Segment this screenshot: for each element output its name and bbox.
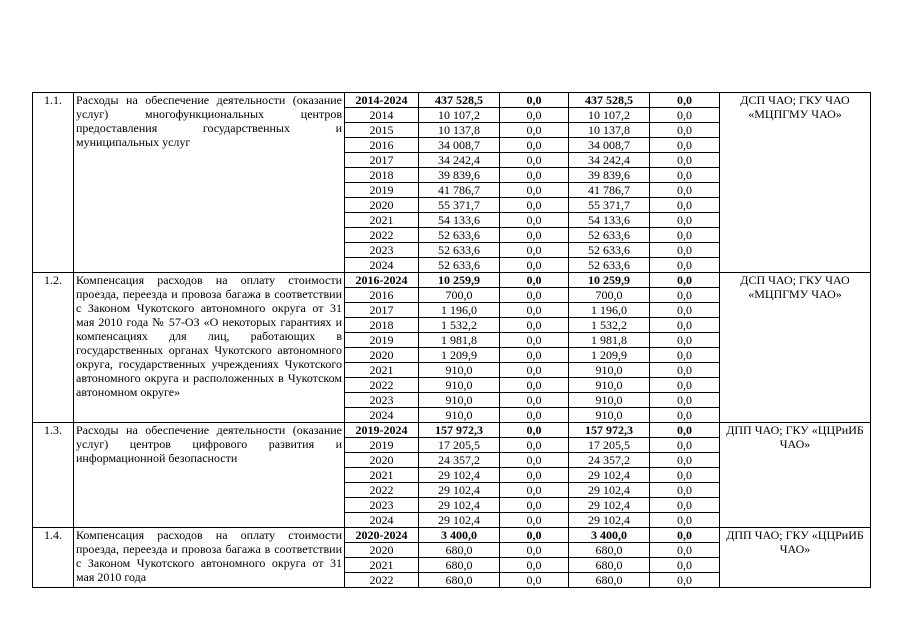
cell-other: 0,0 xyxy=(650,288,720,303)
cell-fed: 0,0 xyxy=(500,453,569,468)
cell-period: 2023 xyxy=(345,498,419,513)
cell-district: 52 633,6 xyxy=(569,258,650,273)
cell-total: 680,0 xyxy=(419,543,500,558)
cell-fed: 0,0 xyxy=(500,333,569,348)
cell-fed: 0,0 xyxy=(500,153,569,168)
cell-district: 1 209,9 xyxy=(569,348,650,363)
cell-total: 910,0 xyxy=(419,378,500,393)
cell-other: 0,0 xyxy=(650,498,720,513)
cell-fed: 0,0 xyxy=(500,558,569,573)
cell-other: 0,0 xyxy=(650,168,720,183)
cell-period: 2020 xyxy=(345,543,419,558)
cell-other: 0,0 xyxy=(650,528,720,543)
cell-period: 2016 xyxy=(345,138,419,153)
cell-total: 680,0 xyxy=(419,573,500,588)
cell-total: 34 008,7 xyxy=(419,138,500,153)
cell-fed: 0,0 xyxy=(500,363,569,378)
cell-fed: 0,0 xyxy=(500,513,569,528)
cell-total: 52 633,6 xyxy=(419,258,500,273)
cell-period: 2022 xyxy=(345,573,419,588)
cell-district: 910,0 xyxy=(569,378,650,393)
item-number: 1.1. xyxy=(33,93,74,273)
cell-fed: 0,0 xyxy=(500,468,569,483)
cell-district: 24 357,2 xyxy=(569,453,650,468)
cell-other: 0,0 xyxy=(650,483,720,498)
item-number: 1.4. xyxy=(33,528,74,588)
cell-other: 0,0 xyxy=(650,453,720,468)
cell-period: 2024 xyxy=(345,258,419,273)
cell-period: 2019 xyxy=(345,183,419,198)
cell-fed: 0,0 xyxy=(500,348,569,363)
cell-other: 0,0 xyxy=(650,153,720,168)
cell-total: 39 839,6 xyxy=(419,168,500,183)
cell-total: 24 357,2 xyxy=(419,453,500,468)
cell-total: 910,0 xyxy=(419,393,500,408)
table-row xyxy=(33,423,871,438)
cell-other: 0,0 xyxy=(650,438,720,453)
cell-fed: 0,0 xyxy=(500,573,569,588)
cell-total: 680,0 xyxy=(419,558,500,573)
cell-district: 680,0 xyxy=(569,543,650,558)
cell-other: 0,0 xyxy=(650,408,720,423)
cell-other: 0,0 xyxy=(650,198,720,213)
cell-other: 0,0 xyxy=(650,273,720,288)
cell-total: 55 371,7 xyxy=(419,198,500,213)
cell-period: 2014 xyxy=(345,108,419,123)
cell-total: 910,0 xyxy=(419,363,500,378)
cell-district: 1 532,2 xyxy=(569,318,650,333)
cell-other: 0,0 xyxy=(650,513,720,528)
item-description: Компенсация расходов на оплату стоимости проезда, переезда и провоза багажа в соответствии с Законом Чукотского автономного округа от 31 мая 2010 года xyxy=(74,528,345,588)
cell-district: 17 205,5 xyxy=(569,438,650,453)
cell-other: 0,0 xyxy=(650,213,720,228)
cell-period: 2022 xyxy=(345,378,419,393)
cell-fed: 0,0 xyxy=(500,288,569,303)
cell-other: 0,0 xyxy=(650,423,720,438)
cell-other: 0,0 xyxy=(650,108,720,123)
cell-district: 910,0 xyxy=(569,408,650,423)
cell-district: 910,0 xyxy=(569,393,650,408)
item-executor: ДСП ЧАО; ГКУ ЧАО «МЦПГМУ ЧАО» xyxy=(720,93,871,273)
table-row xyxy=(33,528,871,543)
cell-total: 1 196,0 xyxy=(419,303,500,318)
cell-total: 41 786,7 xyxy=(419,183,500,198)
cell-other: 0,0 xyxy=(650,123,720,138)
item-executor: ДСП ЧАО; ГКУ ЧАО «МЦПГМУ ЧАО» xyxy=(720,273,871,423)
cell-fed: 0,0 xyxy=(500,108,569,123)
cell-period: 2019-2024 xyxy=(345,423,419,438)
cell-district: 680,0 xyxy=(569,558,650,573)
cell-total: 910,0 xyxy=(419,408,500,423)
cell-other: 0,0 xyxy=(650,378,720,393)
cell-total: 29 102,4 xyxy=(419,513,500,528)
cell-other: 0,0 xyxy=(650,318,720,333)
cell-other: 0,0 xyxy=(650,363,720,378)
cell-fed: 0,0 xyxy=(500,438,569,453)
cell-period: 2017 xyxy=(345,303,419,318)
cell-total: 54 133,6 xyxy=(419,213,500,228)
cell-total: 17 205,5 xyxy=(419,438,500,453)
cell-district: 157 972,3 xyxy=(569,423,650,438)
table-row xyxy=(33,93,871,108)
cell-period: 2023 xyxy=(345,243,419,258)
cell-district: 10 137,8 xyxy=(569,123,650,138)
cell-district: 680,0 xyxy=(569,573,650,588)
cell-district: 29 102,4 xyxy=(569,468,650,483)
cell-period: 2018 xyxy=(345,318,419,333)
cell-total: 10 259,9 xyxy=(419,273,500,288)
cell-period: 2024 xyxy=(345,513,419,528)
cell-period: 2024 xyxy=(345,408,419,423)
cell-fed: 0,0 xyxy=(500,498,569,513)
cell-other: 0,0 xyxy=(650,258,720,273)
cell-total: 1 209,9 xyxy=(419,348,500,363)
cell-total: 157 972,3 xyxy=(419,423,500,438)
cell-district: 52 633,6 xyxy=(569,243,650,258)
item-number: 1.3. xyxy=(33,423,74,528)
cell-fed: 0,0 xyxy=(500,378,569,393)
cell-period: 2016 xyxy=(345,288,419,303)
cell-fed: 0,0 xyxy=(500,168,569,183)
cell-fed: 0,0 xyxy=(500,183,569,198)
cell-other: 0,0 xyxy=(650,303,720,318)
cell-other: 0,0 xyxy=(650,138,720,153)
cell-district: 910,0 xyxy=(569,363,650,378)
cell-period: 2014-2024 xyxy=(345,93,419,108)
item-number: 1.2. xyxy=(33,273,74,423)
cell-fed: 0,0 xyxy=(500,258,569,273)
cell-period: 2021 xyxy=(345,468,419,483)
cell-total: 34 242,4 xyxy=(419,153,500,168)
cell-total: 10 107,2 xyxy=(419,108,500,123)
cell-district: 700,0 xyxy=(569,288,650,303)
cell-district: 54 133,6 xyxy=(569,213,650,228)
cell-period: 2022 xyxy=(345,483,419,498)
cell-fed: 0,0 xyxy=(500,123,569,138)
cell-district: 34 008,7 xyxy=(569,138,650,153)
cell-fed: 0,0 xyxy=(500,423,569,438)
cell-total: 52 633,6 xyxy=(419,228,500,243)
cell-fed: 0,0 xyxy=(500,273,569,288)
cell-fed: 0,0 xyxy=(500,483,569,498)
item-executor: ДПП ЧАО; ГКУ «ЦЦРиИБ ЧАО» xyxy=(720,528,871,588)
cell-fed: 0,0 xyxy=(500,243,569,258)
cell-fed: 0,0 xyxy=(500,228,569,243)
cell-total: 52 633,6 xyxy=(419,243,500,258)
cell-period: 2021 xyxy=(345,363,419,378)
cell-period: 2020 xyxy=(345,453,419,468)
cell-total: 10 137,8 xyxy=(419,123,500,138)
cell-total: 29 102,4 xyxy=(419,498,500,513)
cell-period: 2021 xyxy=(345,213,419,228)
cell-fed: 0,0 xyxy=(500,213,569,228)
cell-period: 2017 xyxy=(345,153,419,168)
cell-period: 2019 xyxy=(345,333,419,348)
cell-district: 1 981,8 xyxy=(569,333,650,348)
cell-period: 2019 xyxy=(345,438,419,453)
cell-fed: 0,0 xyxy=(500,528,569,543)
cell-period: 2022 xyxy=(345,228,419,243)
cell-period: 2020-2024 xyxy=(345,528,419,543)
cell-other: 0,0 xyxy=(650,228,720,243)
cell-fed: 0,0 xyxy=(500,303,569,318)
cell-total: 29 102,4 xyxy=(419,483,500,498)
cell-district: 10 107,2 xyxy=(569,108,650,123)
cell-other: 0,0 xyxy=(650,243,720,258)
cell-other: 0,0 xyxy=(650,468,720,483)
cell-district: 41 786,7 xyxy=(569,183,650,198)
cell-district: 29 102,4 xyxy=(569,513,650,528)
cell-period: 2020 xyxy=(345,198,419,213)
cell-fed: 0,0 xyxy=(500,198,569,213)
cell-district: 55 371,7 xyxy=(569,198,650,213)
cell-other: 0,0 xyxy=(650,333,720,348)
cell-district: 437 528,5 xyxy=(569,93,650,108)
cell-total: 3 400,0 xyxy=(419,528,500,543)
cell-other: 0,0 xyxy=(650,183,720,198)
cell-other: 0,0 xyxy=(650,348,720,363)
cell-total: 437 528,5 xyxy=(419,93,500,108)
table-body xyxy=(33,93,871,588)
cell-period: 2018 xyxy=(345,168,419,183)
cell-total: 29 102,4 xyxy=(419,468,500,483)
item-description: Компенсация расходов на оплату стоимости проезда, переезда и провоза багажа в соответствии с Законом Чукотского автономного округа от 31 мая 2010 года № 57-ОЗ «О некоторых гарантиях и компенсациях для лиц, работающих в государственных органах Чукотского автономного округа, государственных учреждениях Чукотского автономного округа и расположенных в Чукотском автономном округе» xyxy=(74,273,345,423)
table-row xyxy=(33,273,871,288)
cell-period: 2015 xyxy=(345,123,419,138)
cell-period: 2020 xyxy=(345,348,419,363)
cell-district: 52 633,6 xyxy=(569,228,650,243)
cell-other: 0,0 xyxy=(650,558,720,573)
cell-district: 29 102,4 xyxy=(569,483,650,498)
cell-other: 0,0 xyxy=(650,93,720,108)
cell-district: 1 196,0 xyxy=(569,303,650,318)
cell-other: 0,0 xyxy=(650,543,720,558)
cell-district: 3 400,0 xyxy=(569,528,650,543)
cell-period: 2021 xyxy=(345,558,419,573)
cell-total: 1 532,2 xyxy=(419,318,500,333)
cell-fed: 0,0 xyxy=(500,393,569,408)
cell-period: 2023 xyxy=(345,393,419,408)
cell-district: 34 242,4 xyxy=(569,153,650,168)
cell-period: 2016-2024 xyxy=(345,273,419,288)
cell-other: 0,0 xyxy=(650,393,720,408)
item-description: Расходы на обеспечение деятельности (оказание услуг) центров цифрового развития и информационной безопасности xyxy=(74,423,345,528)
budget-table xyxy=(32,92,871,588)
cell-fed: 0,0 xyxy=(500,138,569,153)
item-executor: ДПП ЧАО; ГКУ «ЦЦРиИБ ЧАО» xyxy=(720,423,871,528)
cell-total: 1 981,8 xyxy=(419,333,500,348)
cell-fed: 0,0 xyxy=(500,408,569,423)
item-description: Расходы на обеспечение деятельности (оказание услуг) многофункциональных центров предоставления государственных и муниципальных услуг xyxy=(74,93,345,273)
cell-district: 39 839,6 xyxy=(569,168,650,183)
cell-other: 0,0 xyxy=(650,573,720,588)
cell-fed: 0,0 xyxy=(500,543,569,558)
cell-fed: 0,0 xyxy=(500,93,569,108)
cell-district: 10 259,9 xyxy=(569,273,650,288)
cell-district: 29 102,4 xyxy=(569,498,650,513)
cell-total: 700,0 xyxy=(419,288,500,303)
cell-fed: 0,0 xyxy=(500,318,569,333)
